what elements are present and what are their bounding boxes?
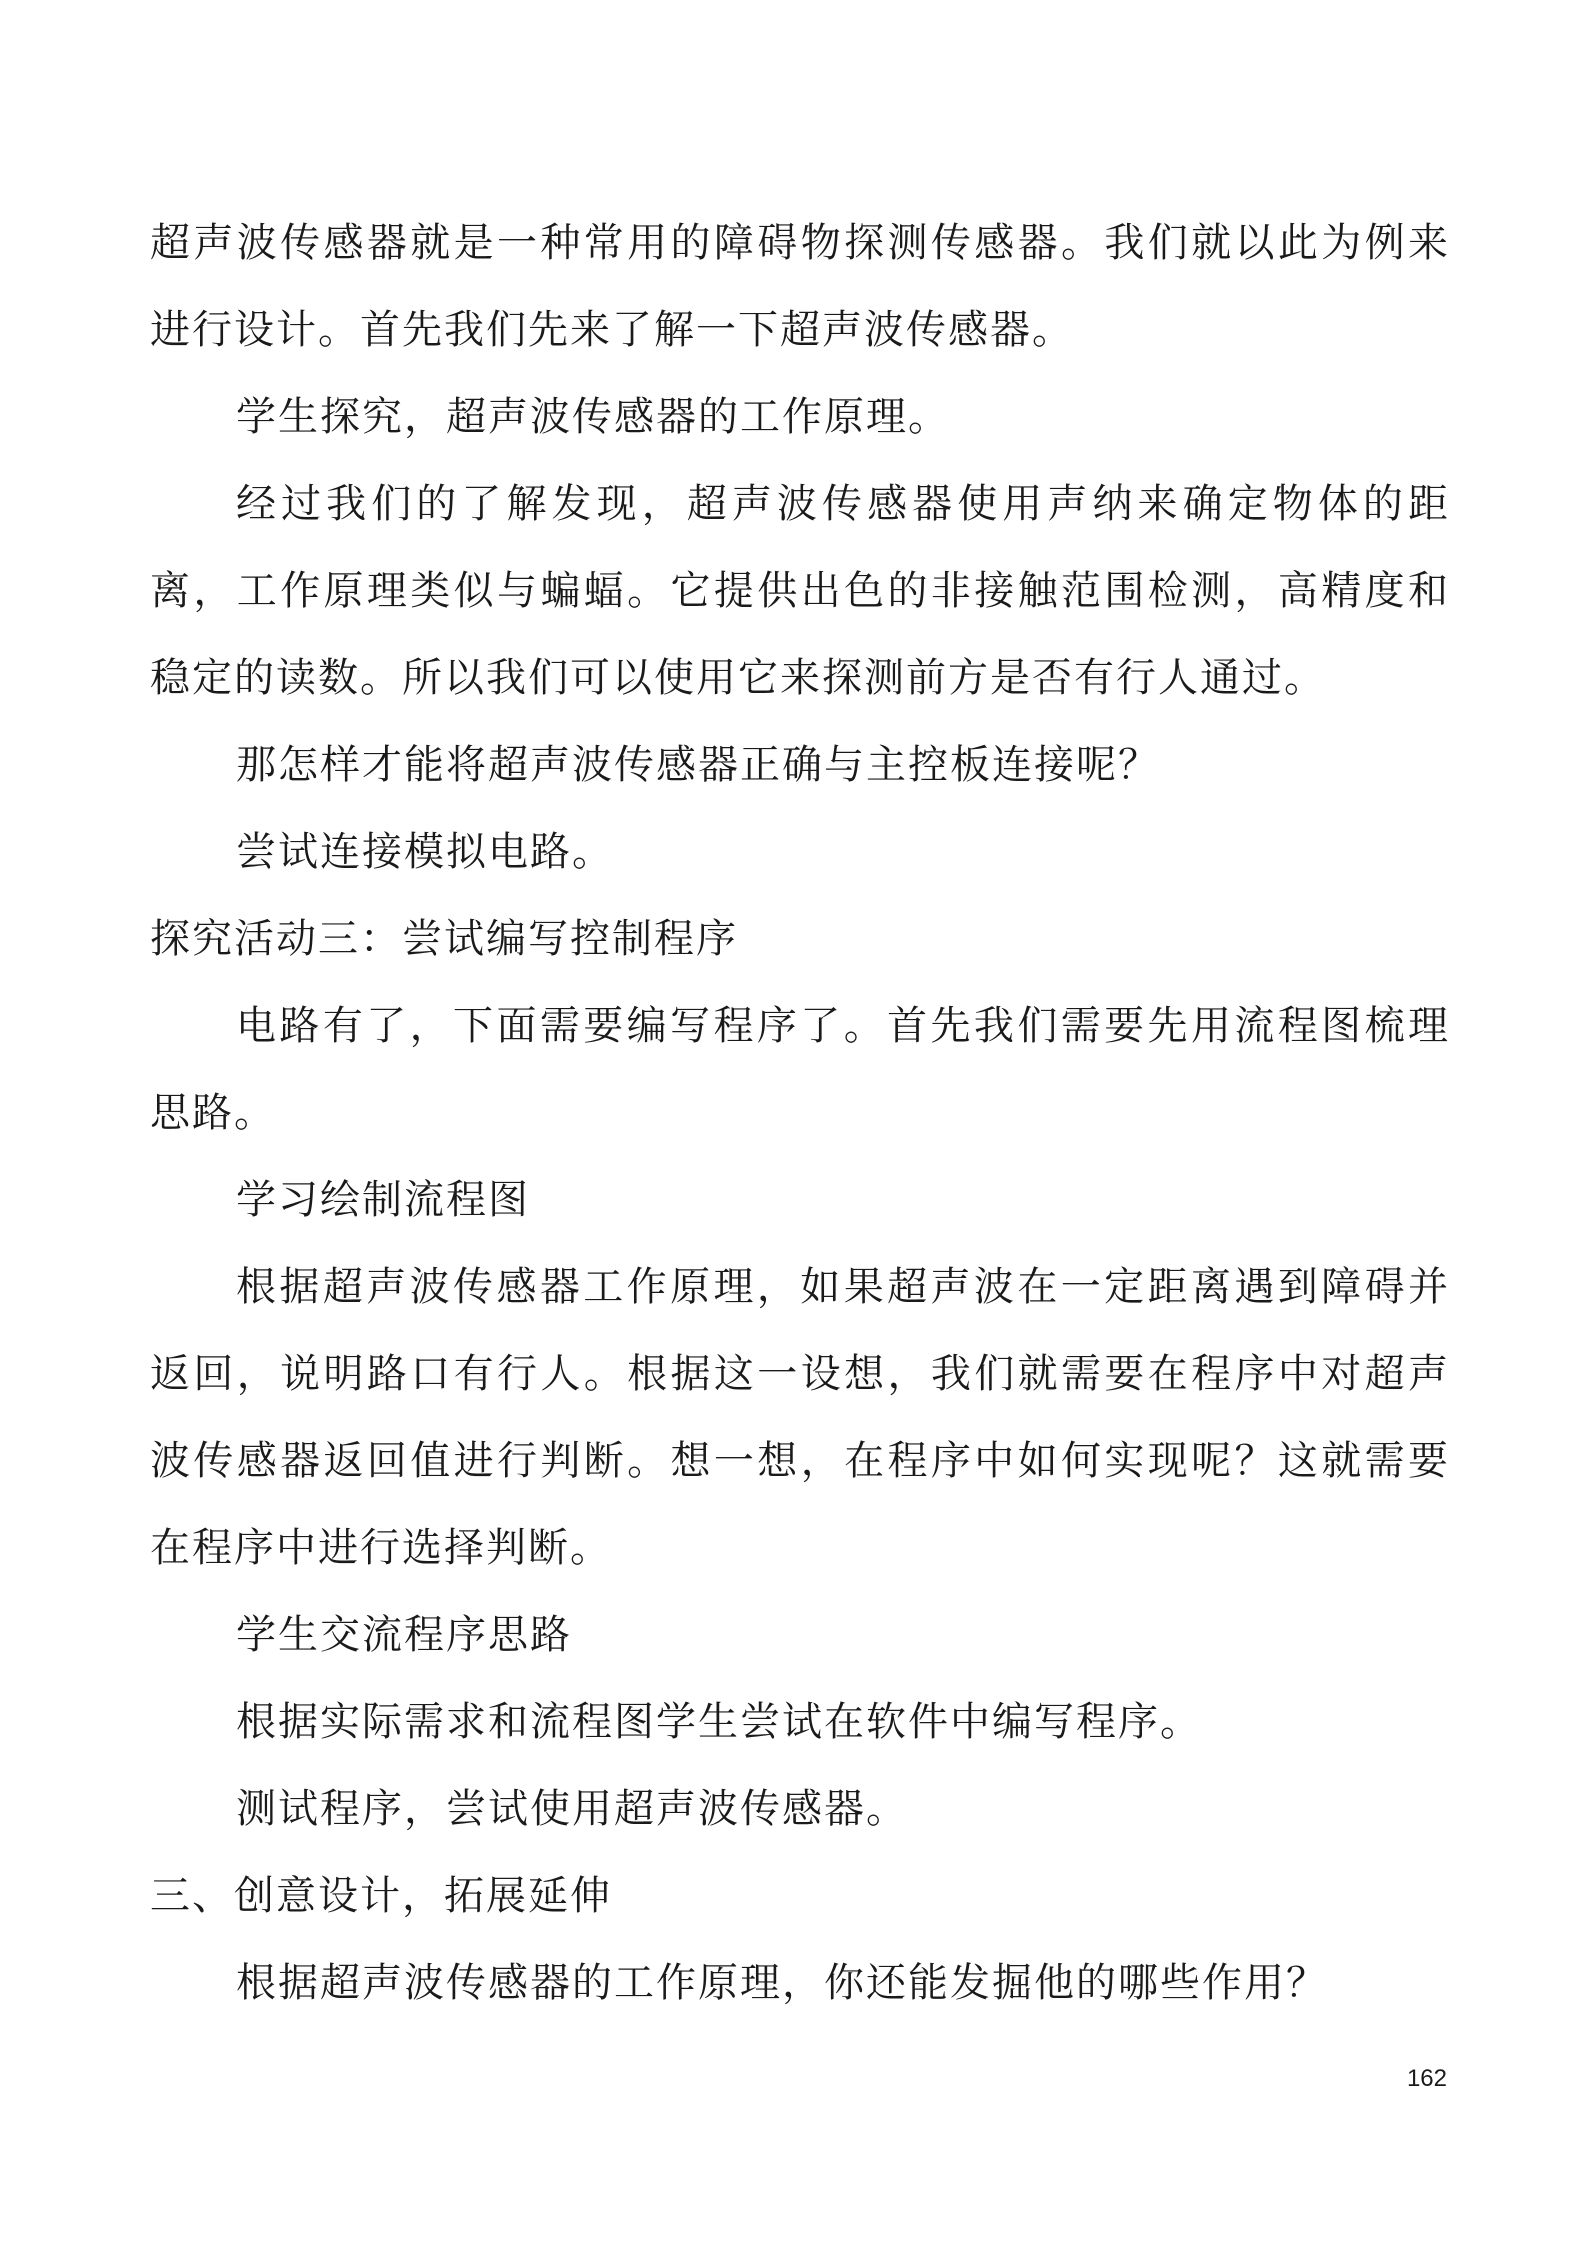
heading-activity-three: 探究活动三：尝试编写控制程序 <box>150 916 738 962</box>
paragraph-flowchart-intro: 电路有了，下面需要编写程序了。首先我们需要先用流程图梳理思路。 <box>150 1003 1450 1136</box>
paragraph-connection-question: 那怎样才能将超声波传感器正确与主控板连接呢？ <box>236 742 1160 788</box>
paragraph-try-circuit: 尝试连接模拟电路。 <box>236 829 614 875</box>
document-body <box>150 200 1450 2027</box>
page-number: 162 <box>1406 2065 1447 2092</box>
paragraph-judgement-logic: 根据超声波传感器工作原理，如果超声波在一定距离遇到障碍并返回，说明路口有行人。根据这一设想，我们就需要在程序中对超声波传感器返回值进行判断。想一想，在程序中如何实现呢？这就需要在程序中进行选择判断。 <box>150 1264 1450 1571</box>
paragraph-student-explore: 学生探究，超声波传感器的工作原理。 <box>236 394 950 440</box>
paragraph-other-uses: 根据超声波传感器的工作原理，你还能发掘他的哪些作用？ <box>236 1960 1328 2006</box>
paragraph-sonar-principle: 经过我们的了解发现，超声波传感器使用声纳来确定物体的距离，工作原理类似与蝙蝠。它提供出色的非接触范围检测，高精度和稳定的读数。所以我们可以使用它来探测前方是否有行人通过。 <box>150 481 1450 701</box>
paragraph-ultrasonic-intro: 超声波传感器就是一种常用的障碍物探测传感器。我们就以此为例来进行设计。首先我们先来了解一下超声波传感器。 <box>150 220 1450 353</box>
paragraph-test-program: 测试程序，尝试使用超声波传感器。 <box>236 1786 908 1832</box>
paragraph-exchange-ideas: 学生交流程序思路 <box>236 1612 572 1658</box>
heading-creative-design: 三、创意设计，拓展延伸 <box>150 1873 612 1919</box>
paragraph-write-program: 根据实际需求和流程图学生尝试在软件中编写程序。 <box>236 1699 1202 1745</box>
paragraph-learn-flowchart: 学习绘制流程图 <box>236 1177 530 1223</box>
